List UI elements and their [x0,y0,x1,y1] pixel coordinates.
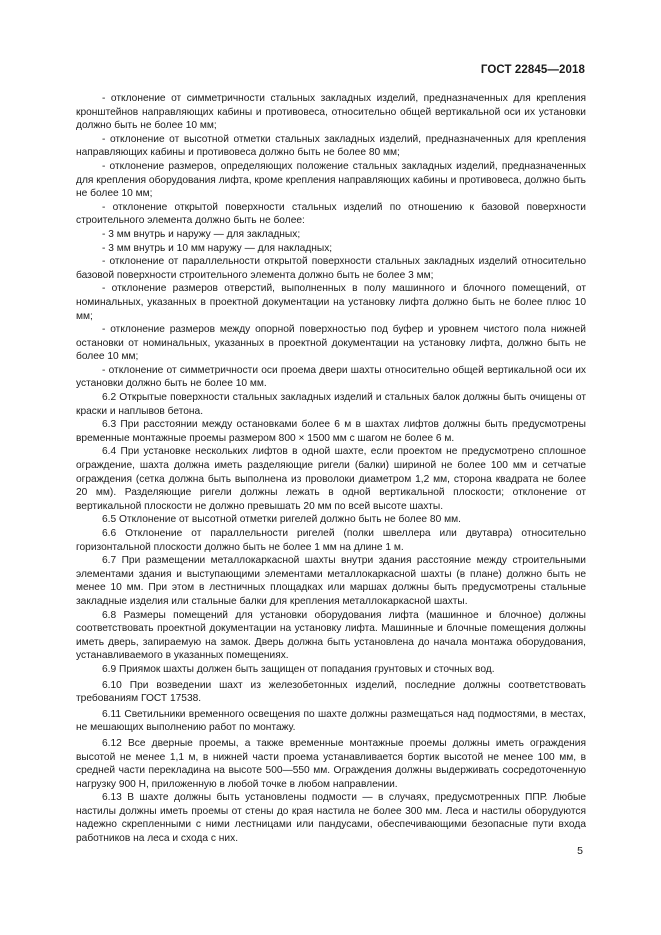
clause-6-4: 6.4 При установке нескольких лифтов в одной шахте, если проектом не предусмотрено сплошное ограждение, шахта должна иметь разделяющие ригели (балки) шириной не более 100 мм и сетчатые ограждения (сетка должна быть выполнена из проволоки диаметром 1,2 мм, сторона квадрата не более 20 мм). Разделяющие ригели должны лежать в одной вертикальной плоскости; отклонение от вертикальной плоскости не должно превышать 20 мм по всей высоте шахты. [76,446,586,512]
paragraph-open-surface: - отклонение открытой поверхности стальных изделий по отношению к базовой поверхности строительного элемента должно быть не более: [76,201,586,227]
standard-header: ГОСТ 22845—2018 [480,64,585,76]
paragraph-door-axis: - отклонение от симметричности оси проема двери шахты относительно общей вертикальной оси их установки должно быть не более 10 мм. [76,364,586,390]
paragraph-embedded-3mm: - 3 мм внутрь и наружу — для закладных; [102,228,301,240]
clause-6-2: 6.2 Открытые поверхности стальных закладных изделий и стальных балок должны быть очищены от краски и наплывов бетона. [76,392,586,417]
paragraph-position-dimensions: - отклонение размеров, определяющих положение стальных закладных изделий, предназначенных для крепления оборудования лифта, кроме крепления направляющих кабины и противовеса, должно быть не более 10 мм; [76,160,586,200]
clause-6-13: 6.13 В шахте должны быть установлены подмости — в случаях, предусмотренных ППР. Любые настилы должны иметь проемы от стены до края настила не более 300 мм. Леса и настилы оборудуются надежно скрепленными с ними лестницами или пандусами, обеспечивающими безопасные пути входа работников на леса и схода с них. [76,792,586,845]
clause-6-3: 6.3 При расстоянии между остановками более 6 м в шахтах лифтов должны быть предусмотрены временные монтажные проемы размером 800 × 1500 мм с шагом не более 6 м. [76,419,586,444]
paragraph-buffer-support: - отклонение размеров между опорной поверхностью под буфер и уровнем чистого пола нижней остановки от номинальных, указанных в проектной документации на установку лифта, должно быть не более 10 мм; [76,324,586,363]
page-number: 5 [577,845,583,857]
paragraph-symmetry-brackets: - отклонение от симметричности стальных закладных изделий, предназначенных для крепления кронштейнов направляющих кабины и противовеса, относительно общей вертикальной оси их установки должно быть не более 10 мм; [76,93,586,132]
paragraph-holes-floor: - отклонение размеров отверстий, выполненных в полу машинного и блочного помещений, от номинальных, указанных в проектной документации на установку лифта должно быть не более плюс 10 мм; [76,283,586,322]
paragraph-parallelism-surface: - отклонение от параллельности открытой поверхности стальных закладных изделий относительно базовой поверхности строительного элемента должно быть не более 3 мм; [76,256,586,281]
clause-6-9: 6.9 Приямок шахты должен быть защищен от попадания грунтовых и сточных вод. [102,663,495,675]
clause-6-5: 6.5 Отклонение от высотной отметки ригелей должно быть не более 80 мм. [102,514,461,526]
clause-6-11: 6.11 Светильники временного освещения по шахте должны размещаться над подмостями, в местах, не мешающих выполнению работ по монтажу. [76,708,586,734]
clause-6-12: 6.12 Все дверные проемы, а также временные монтажные проемы должны иметь ограждения высотой не менее 1,1 м, в нижней части проема устанавливается бортик высотой не менее 100 мм, в средней части перекладина на высоте 500—550 мм. Ограждения должны выдерживать сосредоточенную нагрузку 900 Н, приложенную в любой точке в любом направлении. [76,737,586,790]
clause-6-8: 6.8 Размеры помещений для установки оборудования лифта (машинное и блочное) должны соответствовать проектной документации на установку лифта. Машинные и блочные помещения должны иметь дверь, запираемую на замок. Дверь должна быть установлена до начала монтажа оборудования, устанавливаемого в указанных помещениях. [76,609,586,662]
paragraph-height-mark: - отклонение от высотной отметки стальных закладных изделий, предназначенных для крепления направляющих кабины и противовеса должно быть не более 80 мм; [76,133,586,159]
clause-6-6: 6.6 Отклонение от параллельности ригелей (полки швеллера или двутавра) относительно горизонтальной плоскости должно быть не более 1 мм на длине 1 м. [76,528,586,553]
paragraph-overlay-3-10mm: - 3 мм внутрь и 10 мм наружу — для накладных; [102,242,333,254]
clause-6-7: 6.7 При размещении металлокаркасной шахты внутри здания расстояние между строительными элементами здания и выступающими элементами металлокаркасной шахты (в плане) должно быть не менее 10 мм. При этом в лестничных площадках или маршах должны быть предусмотрены стальные закладные изделия или стальные балки для крепления металлокаркасной шахты. [76,555,586,607]
clause-6-10: 6.10 При возведении шахт из железобетонных изделий, последние должны соответствовать требованиям ГОСТ 17538. [76,679,586,705]
document-body [76,92,586,846]
